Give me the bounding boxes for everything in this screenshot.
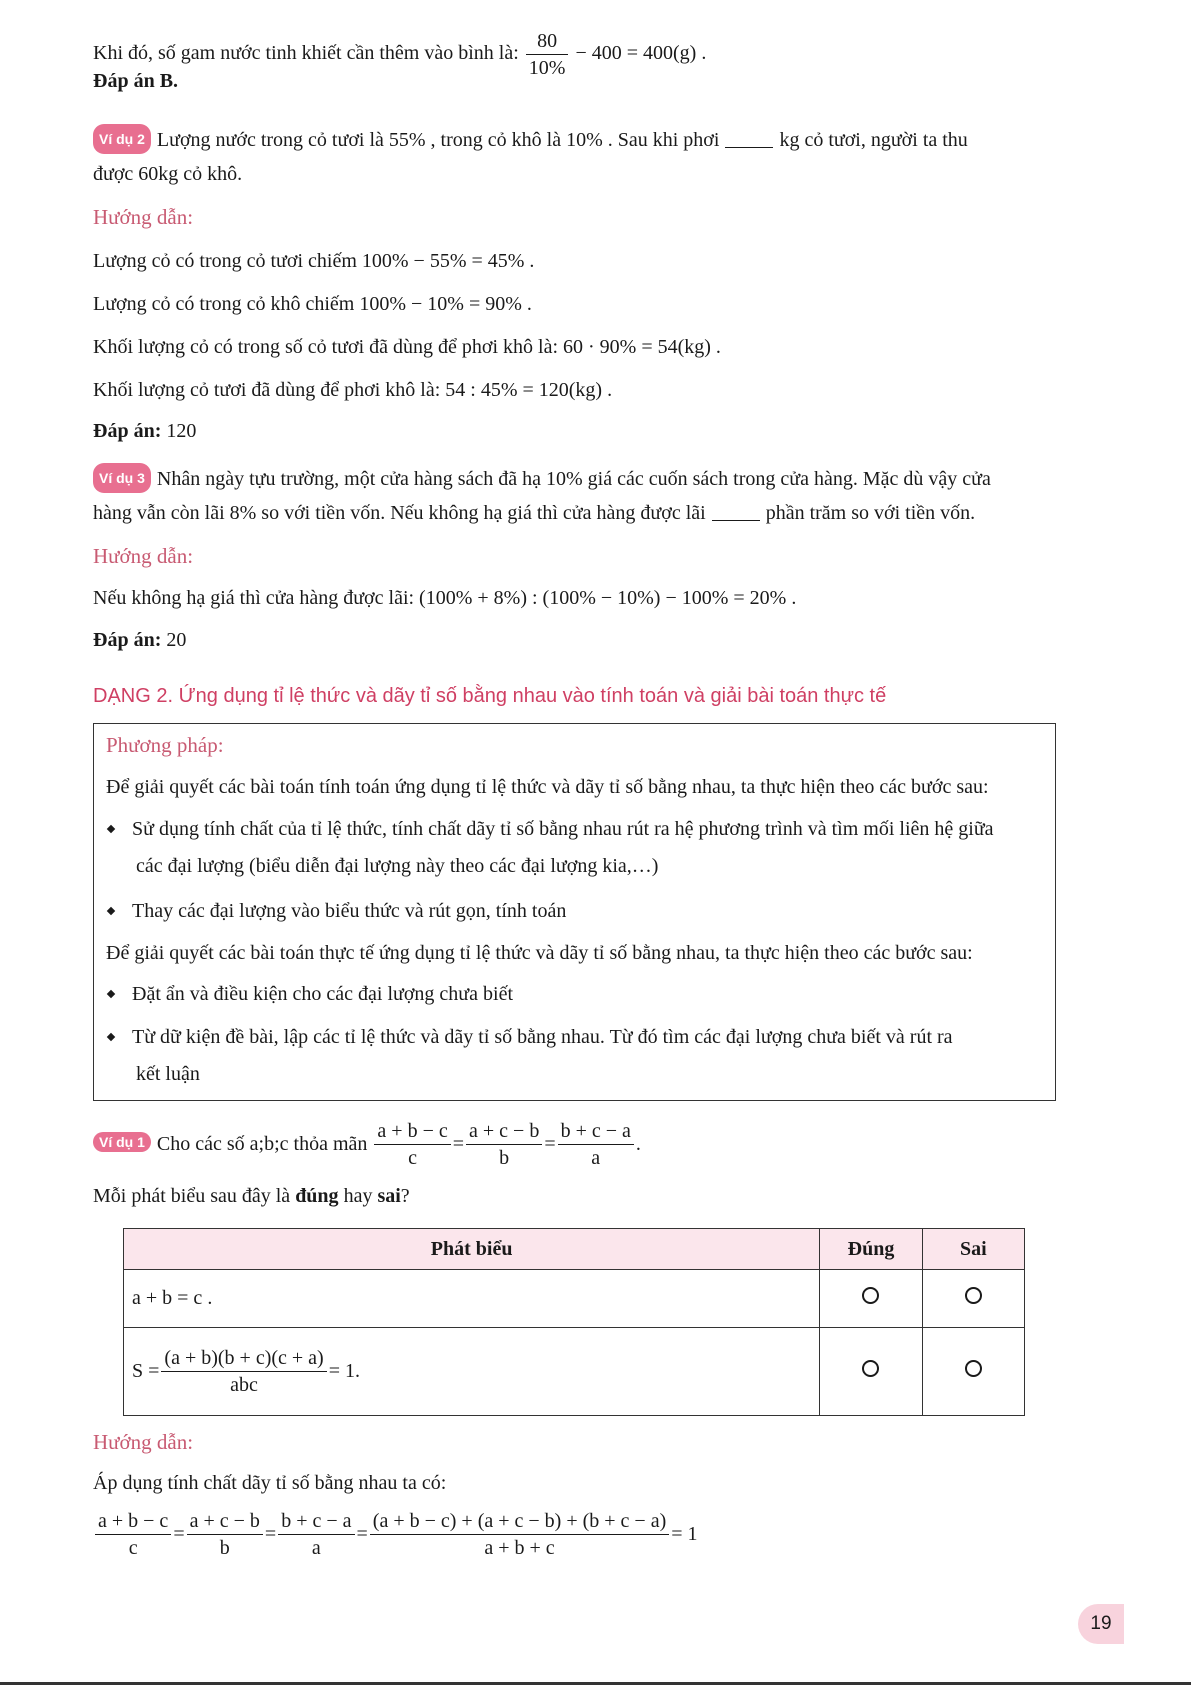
method-title: Phương pháp: <box>106 733 224 757</box>
method-bullet <box>108 1024 953 1050</box>
text: kg cỏ tươi, người ta thu <box>779 129 968 151</box>
text: = 1. <box>328 1360 360 1382</box>
guide-heading: Hướng dẫn: <box>93 205 194 229</box>
fraction <box>187 1508 263 1561</box>
solution-step: Lượng cỏ có trong cỏ khô chiếm 100% − 10% = 90% . <box>93 293 532 315</box>
table-row <box>124 1328 1025 1416</box>
fraction-denominator: c <box>408 1147 417 1169</box>
fraction-numerator: b + c − a <box>278 1508 354 1535</box>
fraction-denominator: b <box>499 1147 510 1169</box>
fraction-denominator: abc <box>230 1374 258 1396</box>
section-heading: DẠNG 2. Ứng dụng tỉ lệ thức và dãy tỉ số bằng nhau vào tính toán và giải bài toán thực tế <box>93 685 887 707</box>
answer-label: Đáp án: <box>93 629 162 651</box>
bullet-icon <box>107 825 115 833</box>
text: − 400 = 400(g) . <box>575 42 707 65</box>
statement-cell: a + b = c . <box>124 1270 820 1328</box>
bullet-icon <box>107 1033 115 1041</box>
fraction <box>526 28 569 81</box>
true-false-table <box>123 1228 1025 1416</box>
fraction-denominator: a <box>591 1147 601 1169</box>
radio-circle-icon[interactable] <box>965 1360 982 1377</box>
equals: = <box>264 1523 277 1545</box>
fraction <box>558 1118 634 1171</box>
example-3-problem-cont <box>93 500 975 526</box>
fraction-denominator: b <box>219 1537 230 1559</box>
solution-step: Lượng cỏ có trong cỏ tươi chiếm 100% − 55% = 45% . <box>93 250 535 272</box>
answer-value: 20 <box>166 629 187 651</box>
solution-step: Khối lượng cỏ có trong số cỏ tươi đã dùng để phơi khô là: 60 · 90% = 54(kg) . <box>93 336 721 358</box>
question <box>93 1183 410 1209</box>
fraction-numerator: (a + b − c) + (a + c − b) + (b + c − a) <box>370 1508 669 1535</box>
page-number: 19 <box>1078 1604 1124 1644</box>
text: ? <box>400 1185 410 1207</box>
text: hàng vẫn còn lãi 8% so với tiền vốn. Nếu không hạ giá thì cửa hàng được lãi <box>93 502 706 524</box>
method-box <box>93 723 1056 1101</box>
text: Khi đó, số gam nước tinh khiết cần thêm vào bình là: <box>93 42 519 65</box>
example-2-problem-cont: được 60kg cỏ khô. <box>93 163 243 185</box>
fraction-numerator: b + c − a <box>558 1118 634 1145</box>
example-badge: Ví dụ 2 <box>93 124 151 154</box>
answer-label: Đáp án B. <box>93 70 179 92</box>
fraction-numerator: 80 <box>526 28 569 55</box>
header-false: Sai <box>922 1229 1024 1270</box>
method-bullet <box>108 898 566 924</box>
text: phần trăm so với tiền vốn. <box>765 502 976 524</box>
text: đúng <box>295 1185 339 1207</box>
method-bullet <box>108 816 994 842</box>
fraction-denominator: a + b + c <box>484 1537 555 1559</box>
guide-heading: Hướng dẫn: <box>93 544 194 568</box>
header-statement: Phát biểu <box>124 1229 820 1270</box>
fraction <box>161 1345 326 1398</box>
solution-step: Khối lượng cỏ tươi đã dùng để phơi khô là: 54 : 45% = 120(kg) . <box>93 379 613 401</box>
text: S = <box>132 1360 160 1382</box>
true-option[interactable] <box>820 1328 922 1416</box>
header-true: Đúng <box>820 1229 922 1270</box>
equals: = <box>452 1133 464 1155</box>
text: sai <box>377 1185 401 1207</box>
radio-circle-icon[interactable] <box>862 1360 879 1377</box>
fraction-numerator: a + b − c <box>95 1508 171 1535</box>
solution-step: Áp dụng tính chất dãy tỉ số bằng nhau ta có: <box>93 1472 447 1494</box>
solution-line <box>93 28 706 81</box>
example-2-problem <box>93 124 968 154</box>
bullet-icon <box>107 990 115 998</box>
solution-step: Nếu không hạ giá thì cửa hàng được lãi: (100% + 8%) : (100% − 10%) − 100% = 20% . <box>93 587 797 609</box>
fraction-denominator: 10% <box>528 57 566 79</box>
text: Thay các đại lượng vào biểu thức và rút gọn, tính toán <box>132 900 567 922</box>
fraction-numerator: (a + b)(b + c)(c + a) <box>161 1345 326 1372</box>
example-3-problem <box>93 463 991 493</box>
fraction <box>278 1508 354 1561</box>
equals: = <box>173 1523 185 1545</box>
fraction-numerator: a + b − c <box>374 1118 450 1145</box>
answer-value: 120 <box>166 420 197 442</box>
fraction <box>95 1508 171 1561</box>
equals: = <box>544 1133 556 1155</box>
text: Mỗi phát biểu sau đây là <box>93 1185 291 1207</box>
example-badge: Ví dụ 1 <box>93 1132 151 1152</box>
text: hay <box>343 1185 373 1207</box>
text: Lượng nước trong cỏ tươi là 55% , trong cỏ khô là 10% . Sau khi phơi <box>156 129 720 151</box>
true-option[interactable] <box>820 1270 922 1328</box>
period: . <box>635 1133 641 1155</box>
fraction <box>374 1118 450 1171</box>
statement-cell <box>124 1328 820 1416</box>
answer-line <box>93 418 196 444</box>
radio-circle-icon[interactable] <box>862 1287 879 1304</box>
fraction-denominator: a <box>311 1537 321 1559</box>
false-option[interactable] <box>922 1270 1024 1328</box>
answer-blank <box>712 502 760 521</box>
answer-blank <box>725 129 773 148</box>
method-bullet-cont: kết luận <box>136 1063 200 1085</box>
example-1-problem <box>93 1118 641 1171</box>
text: Đặt ẩn và điều kiện cho các đại lượng chưa biết <box>132 983 513 1005</box>
radio-circle-icon[interactable] <box>965 1287 982 1304</box>
text: Sử dụng tính chất của tỉ lệ thức, tính chất dãy tỉ số bằng nhau rút ra hệ phương trình và tìm mối liên hệ giữa <box>132 818 994 840</box>
false-option[interactable] <box>922 1328 1024 1416</box>
fraction <box>466 1118 542 1171</box>
fraction <box>370 1508 669 1561</box>
method-intro: Để giải quyết các bài toán tính toán ứng dụng tỉ lệ thức và dãy tỉ số bằng nhau, ta thực hiện theo các bước sau: <box>106 776 989 798</box>
solution-equation <box>93 1508 698 1561</box>
fraction-numerator: a + c − b <box>466 1118 542 1145</box>
text: Nhân ngày tựu trường, một cửa hàng sách đã hạ 10% giá các cuốn sách trong cửa hàng. Mặc dù vậy cửa <box>156 468 991 490</box>
equals: = <box>356 1523 368 1545</box>
method-intro: Để giải quyết các bài toán thực tế ứng dụng tỉ lệ thức và dãy tỉ số bằng nhau, ta thực hiện theo các bước sau: <box>106 942 973 964</box>
bullet-icon <box>107 907 115 915</box>
text: Từ dữ kiện đề bài, lập các tỉ lệ thức và dãy tỉ số bằng nhau. Từ đó tìm các đại lượng chưa biết và rút ra <box>132 1026 953 1048</box>
example-badge: Ví dụ 3 <box>93 463 151 493</box>
method-bullet <box>108 981 513 1007</box>
fraction-numerator: a + c − b <box>187 1508 263 1535</box>
answer-label: Đáp án: <box>93 420 162 442</box>
guide-heading: Hướng dẫn: <box>93 1430 194 1454</box>
table-row <box>124 1270 1025 1328</box>
answer-line <box>93 627 186 653</box>
text: = 1 <box>671 1523 698 1545</box>
method-bullet-cont: các đại lượng (biểu diễn đại lượng này theo các đại lượng kia,…) <box>136 855 659 877</box>
text: Cho các số a;b;c thỏa mãn <box>156 1133 368 1155</box>
fraction-denominator: c <box>128 1537 138 1559</box>
